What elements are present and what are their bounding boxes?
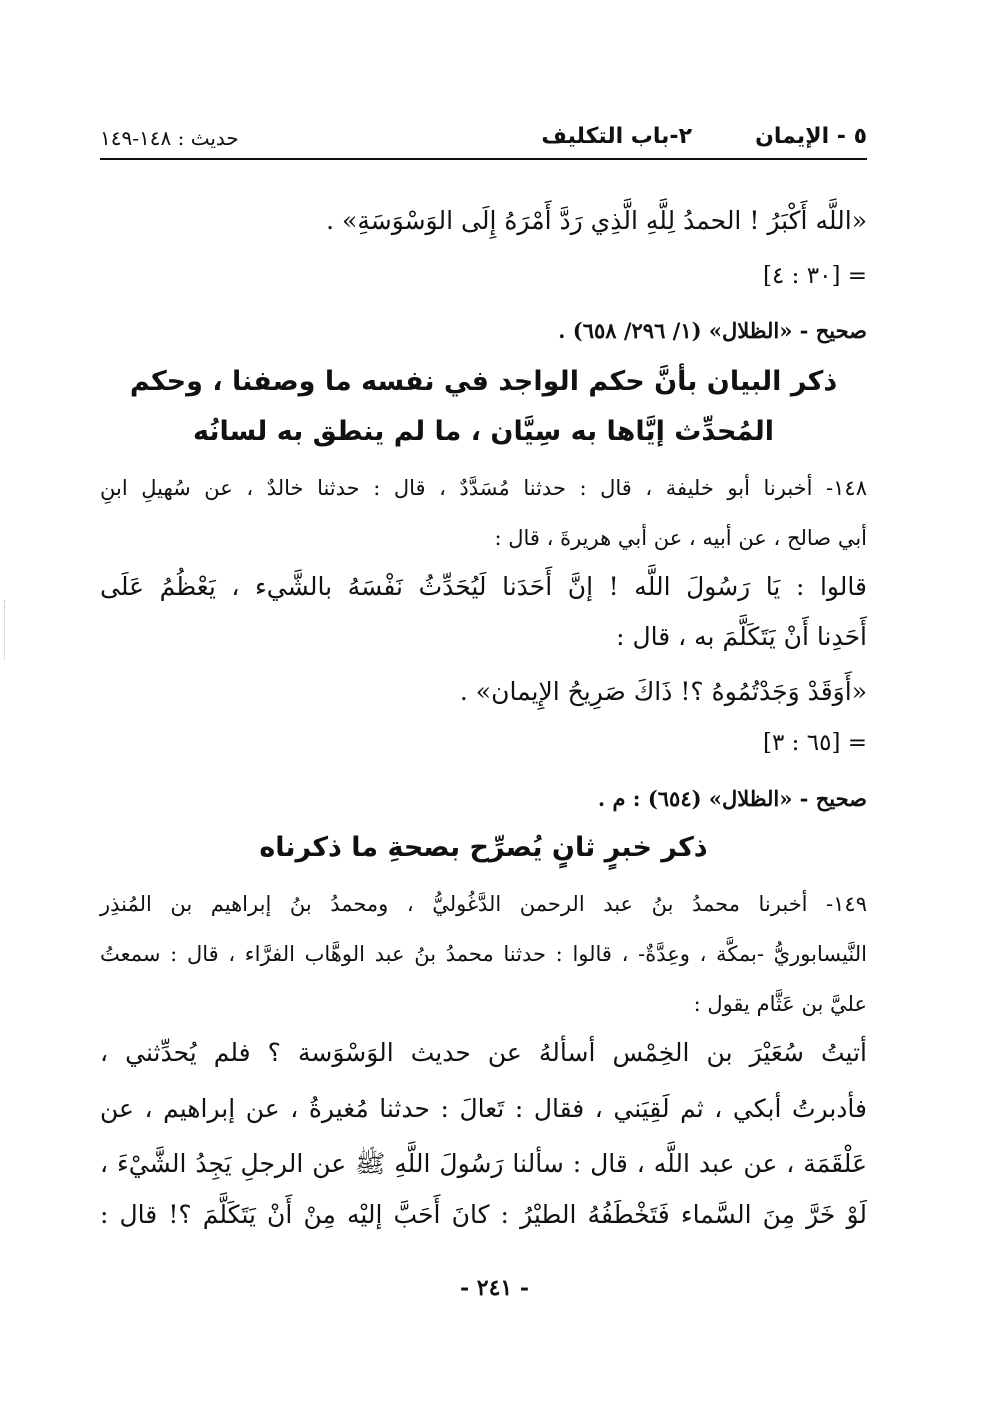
scan-edge-mark <box>4 600 6 660</box>
isnad-line: النَّيسابوريُّ -بمكَّة ، وعِدَّةٌ- ، قالوا : حدثنا محمدُ بنُ عبد الوهَّاب الفرَّاء ، قال : سمعتُ <box>100 942 867 966</box>
grade-label: صحيح <box>815 318 867 343</box>
prophetic-quote: «اللَّه أَكْبَرُ ! الحمدُ لِلَّهِ الَّذِي رَدَّ أَمْرَهُ إِلَى الوَسْوَسَةِ» . <box>326 206 867 235</box>
hadith-text-line: قالوا : يَا رَسُولَ اللَّه ! إنَّ أَحَدَنا لَيُحَدِّثُ نَفْسَهُ بالشَّيء ، يَعْظُمُ عَلَى <box>100 572 867 601</box>
hadith-text-line: عَلْقَمَة ، عن عبد اللَّه ، قال : سألنا رَسُولَ اللَّهِ ﷺ عن الرجلِ يَجِدُ الشَّيْءَ ، <box>100 1149 867 1178</box>
chapter-heading-line: المُحدِّث إيَّاها به سِيَّان ، ما لم ينطق به لسانُه <box>193 416 774 447</box>
chapter-heading-line: ذكر البيان بأنَّ حكم الواجد في نفسه ما وصفنا ، وحكم <box>129 366 838 397</box>
hadith-text-line: أتيتُ سُعَيْرَ بن الخِمْس أسألهُ عن حديث الوَسْوَسة ؟ فلم يُحدِّثني ، <box>100 1038 867 1067</box>
hadith-grade <box>100 318 867 343</box>
chapter-heading-line: ذكر خبرٍ ثانٍ يُصرِّح بصحةِ ما ذكرناه <box>259 832 708 863</box>
grade-source: - «الظلال» (٦٥٤) : م . <box>597 786 809 811</box>
page-number: - ٢٤١ - <box>459 1275 530 1301</box>
hadith-range: حديث : ١٤٨-١٤٩ <box>100 126 239 150</box>
grade-source: - «الظلال» (١/ ٢٩٦/ ٦٥٨) . <box>558 318 809 343</box>
hadith-text-line: لَوْ خَرَّ مِنَ السَّماء فَتَخْطَفُهُ الطيْرُ : كانَ أَحَبَّ إليْه مِنْ أَنْ يَتَكَلَّمَ ؟! قال : <box>100 1200 867 1229</box>
isnad-line: عليَّ بن عَثَّام يقول : <box>693 992 867 1016</box>
hadith-text-line: فأدبرتُ أبكي ، ثم لَقِيَني ، فقال : تَعالَ : حدثنا مُغيرةُ ، عن إبراهيم ، عن <box>100 1094 867 1123</box>
running-header <box>100 118 867 160</box>
cross-reference: [٣٠ : ٤] = <box>763 263 867 289</box>
cross-reference: [٦٥ : ٣] = <box>763 730 867 756</box>
grade-label: صحيح <box>815 786 867 811</box>
isnad-line: ١٤٩- أخبرنا محمدُ بنُ عبد الرحمن الدَّغُوليُّ ، ومحمدُ بنُ إبراهيم بن المُنذِر <box>100 892 867 916</box>
prophetic-quote: «أَوَقَدْ وَجَدْتُمُوهُ ؟! ذَاكَ صَرِيحُ الإِيمان» . <box>459 677 867 706</box>
isnad-line: ١٤٨- أخبرنا أبو خليفة ، قال : حدثنا مُسَدَّدٌ ، قال : حدثنا خالدٌ ، عن سُهيلِ ابنِ <box>100 476 867 500</box>
hadith-text-line: أَحَدِنا أَنْ يَتَكَلَّمَ به ، قال : <box>616 622 867 651</box>
hadith-grade <box>100 786 867 811</box>
isnad-line: أبي صالح ، عن أبيه ، عن أبي هريرةَ ، قال : <box>494 526 867 550</box>
chapter-title: ٥ - الإيمان <box>755 124 867 149</box>
section-title: ٢-باب التكليف <box>541 124 692 149</box>
